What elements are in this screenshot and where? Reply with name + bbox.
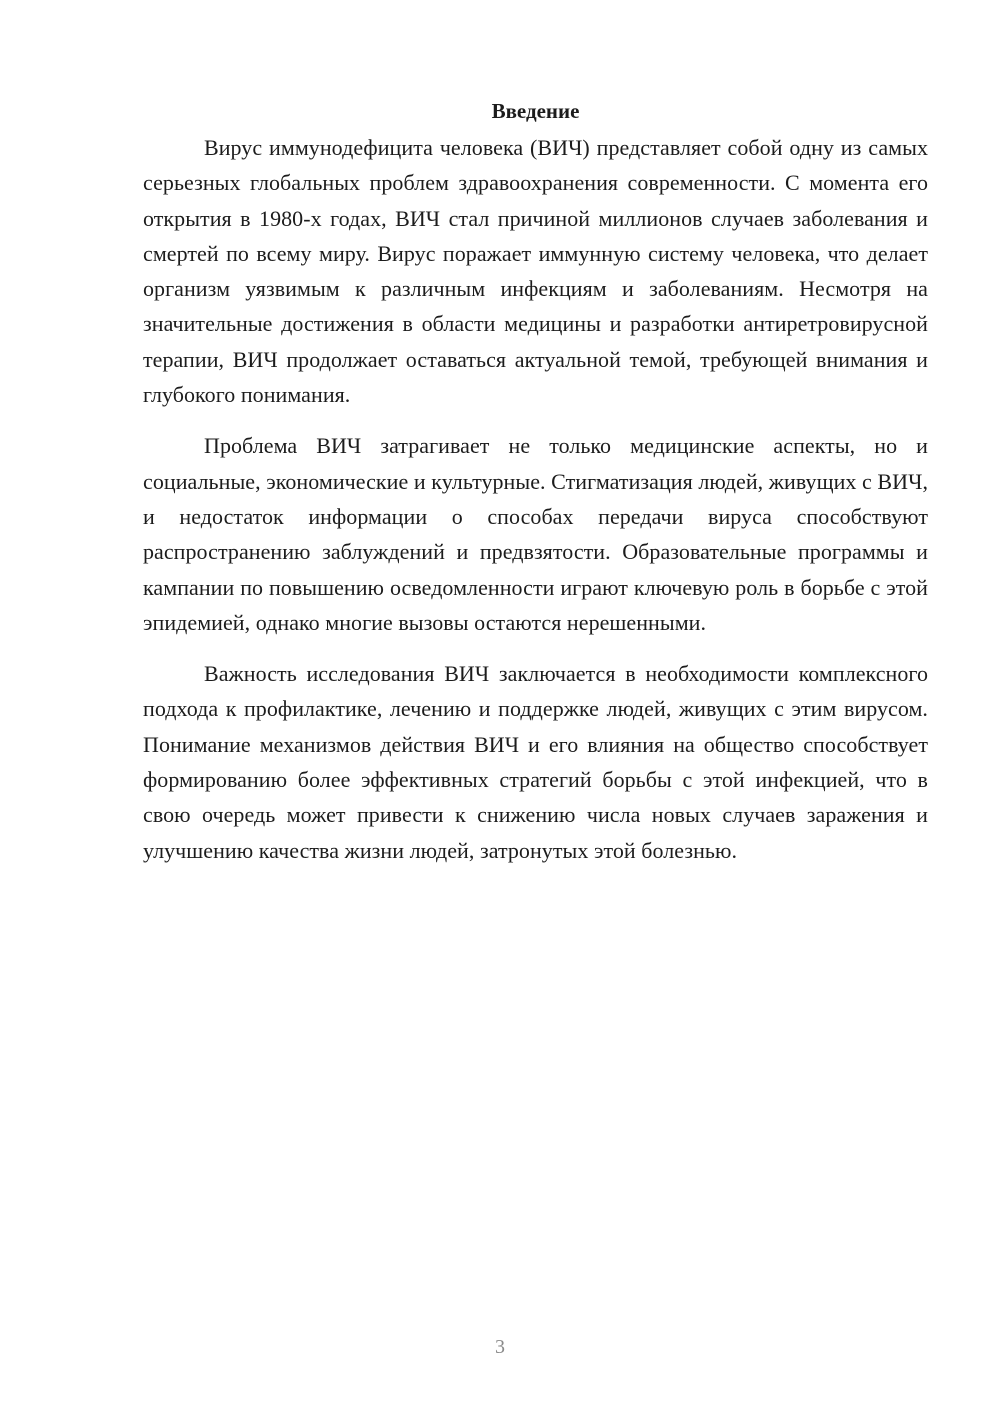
paragraph-1: Вирус иммунодефицита человека (ВИЧ) представляет собой одну из самых серьезных глобальных проблем здравоохранения современности. С момента его открытия в 1980-х годах, ВИЧ стал причиной миллионов случаев заболевания и смертей по всему миру. Вирус поражает иммунную систему человека, что делает организм уязвимым к различным инфекциям и заболеваниям. Несмотря на значительные достижения в области медицины и разработки антиретровирусной терапии, ВИЧ продолжает оставаться актуальной темой, требующей внимания и глубокого понимания.: [143, 135, 928, 408]
section-title: Введение: [491, 99, 580, 123]
page-content: [143, 96, 928, 884]
paragraph-3: Важность исследования ВИЧ заключается в необходимости комплексного подхода к профилактике, лечению и поддержке людей, живущих с этим вирусом. Понимание механизмов действия ВИЧ и его влияния на общество способствует формированию более эффективных стратегий борьбы с этой инфекцией, что в свою очередь может привести к снижению числа новых случаев заражения и улучшению качества жизни людей, затронутых этой болезнью.: [143, 661, 928, 863]
page-number: 3: [495, 1336, 505, 1358]
paragraph-2: Проблема ВИЧ затрагивает не только медицинские аспекты, но и социальные, экономические и культурные. Стигматизация людей, живущих с ВИЧ, и недостаток информации о способах передачи вируса способствуют распространению заблуждений и предвзятости. Образовательные программы и кампании по повышению осведомленности играют ключевую роль в борьбе с этой эпидемией, однако многие вызовы остаются нерешенными.: [143, 433, 928, 635]
